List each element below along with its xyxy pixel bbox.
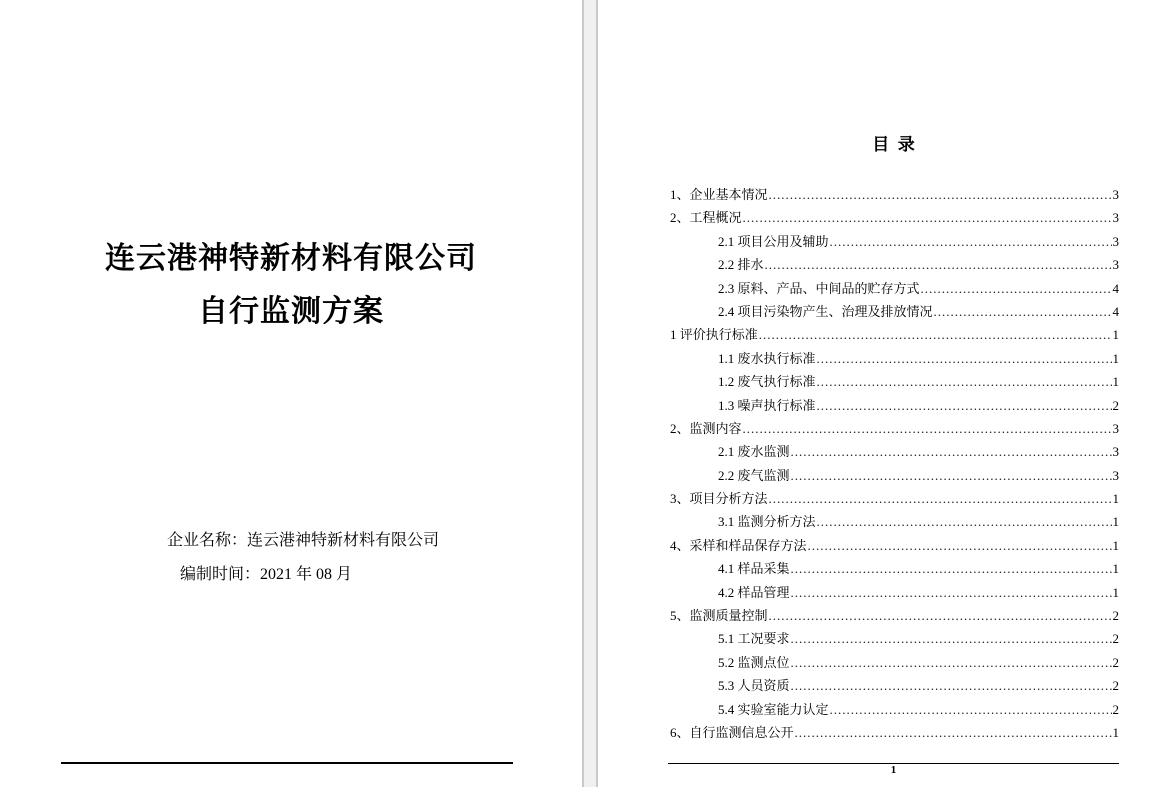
toc-entry-label: 2.1 废水监测: [718, 444, 790, 460]
toc-entry-label: 2.4 项目污染物产生、治理及排放情况: [718, 303, 933, 319]
toc-entry-page: 1: [1112, 350, 1119, 366]
toc-dot-leader: [791, 557, 1112, 580]
toc-entry[interactable]: [670, 277, 1119, 300]
toc-entry-label: 5.1 工况要求: [718, 631, 790, 647]
toc-entry[interactable]: [670, 370, 1119, 393]
toc-entry[interactable]: [670, 674, 1119, 697]
toc-dot-leader: [759, 323, 1112, 346]
toc-entry-label: 5.4 实验室能力认定: [718, 701, 829, 717]
page-gap: [582, 0, 598, 787]
toc-entry-page: 3: [1112, 467, 1119, 483]
document-title-line2: 自行监测方案: [198, 295, 384, 328]
toc-entry-page: 3: [1112, 444, 1119, 460]
toc-dot-leader: [921, 277, 1112, 300]
toc-entry-page: 1: [1112, 327, 1119, 343]
toc-dot-leader: [769, 604, 1112, 627]
toc-dot-leader: [817, 394, 1112, 417]
toc-dot-leader: [830, 698, 1112, 721]
toc-entry[interactable]: [670, 487, 1119, 510]
toc-entry-label: 3.1 监测分析方法: [718, 514, 816, 530]
toc-entry-label: 2.3 原料、产品、中间品的贮存方式: [718, 280, 920, 296]
toc-entry-page: 2: [1112, 631, 1119, 647]
toc-entry-label: 1.3 噪声执行标准: [718, 397, 816, 413]
toc-entry[interactable]: [670, 323, 1119, 346]
toc-entry-page: 2: [1112, 701, 1119, 717]
toc-entry-label: 2.1 项目公用及辅助: [718, 233, 829, 249]
toc-entry-page: 1: [1112, 491, 1119, 507]
company-name-line: 企业名称：连云港神特新材料有限公司: [167, 532, 440, 549]
toc-entry-label: 5、监测质量控制: [670, 608, 768, 624]
toc-entry[interactable]: [670, 581, 1119, 604]
toc-entry[interactable]: [670, 651, 1119, 674]
toc-dot-leader: [769, 487, 1112, 510]
toc-entry[interactable]: [670, 698, 1119, 721]
toc-dot-leader: [934, 300, 1112, 323]
toc-entry[interactable]: [670, 557, 1119, 580]
toc-dot-leader: [791, 627, 1112, 650]
toc-dot-leader: [769, 183, 1112, 206]
toc-entry-label: 2.2 废气监测: [718, 467, 790, 483]
toc-entry[interactable]: [670, 604, 1119, 627]
toc-dot-leader: [743, 206, 1112, 229]
toc-dot-leader: [817, 510, 1112, 533]
document-title-line1: 连云港神特新材料有限公司: [105, 242, 477, 275]
toc-entry-label: 1 评价执行标准: [670, 327, 758, 343]
toc-entry-label: 5.2 监测点位: [718, 654, 790, 670]
toc-page: [598, 0, 1152, 787]
toc-entry-label: 3、项目分析方法: [670, 491, 768, 507]
toc-entry-page: 3: [1112, 420, 1119, 436]
toc-entry-page: 1: [1112, 584, 1119, 600]
toc-entry-page: 1: [1112, 561, 1119, 577]
toc-entry-page: 4: [1112, 280, 1119, 296]
toc-entry-page: 2: [1112, 654, 1119, 670]
toc-entry[interactable]: [670, 253, 1119, 276]
toc-dot-leader: [791, 440, 1112, 463]
toc-entry-label: 1.1 废水执行标准: [718, 350, 816, 366]
page-number: 1: [890, 764, 897, 776]
toc-dot-leader: [830, 230, 1112, 253]
toc-entry-page: 1: [1112, 514, 1119, 530]
toc-entry-label: 1.2 废气执行标准: [718, 374, 816, 390]
toc-entry-page: 1: [1112, 374, 1119, 390]
toc-dot-leader: [765, 253, 1112, 276]
toc-dot-leader: [795, 721, 1112, 744]
toc-dot-leader: [791, 581, 1112, 604]
toc-entry-page: 2: [1112, 397, 1119, 413]
toc-entry-label: 2、工程概况: [670, 210, 742, 226]
toc-entry-page: 2: [1112, 678, 1119, 694]
toc-entry[interactable]: [670, 417, 1119, 440]
toc-entry[interactable]: [670, 300, 1119, 323]
toc-entry[interactable]: [670, 206, 1119, 229]
toc-entry-label: 4.2 样品管理: [718, 584, 790, 600]
toc-dot-leader: [791, 674, 1112, 697]
toc-entry[interactable]: [670, 394, 1119, 417]
toc-entry[interactable]: [670, 440, 1119, 463]
toc-dot-leader: [791, 464, 1112, 487]
toc-entry-label: 4、采样和样品保存方法: [670, 537, 807, 553]
toc-entry-label: 1、企业基本情况: [670, 187, 768, 202]
toc-entry-page: 3: [1112, 187, 1119, 202]
toc-entry-label: 6、自行监测信息公开: [670, 724, 794, 740]
toc-entry-page: 4: [1112, 303, 1119, 319]
toc-entry-page: 3: [1112, 233, 1119, 249]
toc-entry-page: 1: [1112, 724, 1119, 740]
toc-dot-leader: [743, 417, 1112, 440]
toc-entry[interactable]: [670, 510, 1119, 533]
toc-dot-leader: [817, 370, 1112, 393]
toc-entry[interactable]: [670, 721, 1119, 744]
compile-date-line: 编制时间：2021 年 08 月: [180, 566, 353, 583]
toc-dot-leader: [817, 347, 1112, 370]
toc-entry-page: 2: [1112, 608, 1119, 624]
toc-entry[interactable]: [670, 627, 1119, 650]
toc-entry[interactable]: [670, 347, 1119, 370]
cover-info-block: [167, 531, 439, 585]
toc-title: 目 录: [872, 135, 915, 154]
toc-list: [670, 183, 1119, 744]
cover-footer-rule: [61, 762, 513, 764]
toc-entry-label: 2、监测内容: [670, 420, 742, 436]
toc-entry-label: 5.3 人员资质: [718, 678, 790, 694]
toc-entry[interactable]: [670, 183, 1119, 206]
toc-entry-page: 3: [1112, 210, 1119, 226]
toc-entry[interactable]: [670, 230, 1119, 253]
toc-entry-label: 2.2 排水: [718, 257, 764, 273]
toc-entry-page: 1: [1112, 537, 1119, 553]
document-title: [0, 232, 582, 338]
toc-entry-page: 3: [1112, 257, 1119, 273]
toc-entry-label: 4.1 样品采集: [718, 561, 790, 577]
toc-dot-leader: [791, 651, 1112, 674]
toc-entry[interactable]: [670, 534, 1119, 557]
toc-dot-leader: [808, 534, 1112, 557]
toc-entry[interactable]: [670, 464, 1119, 487]
